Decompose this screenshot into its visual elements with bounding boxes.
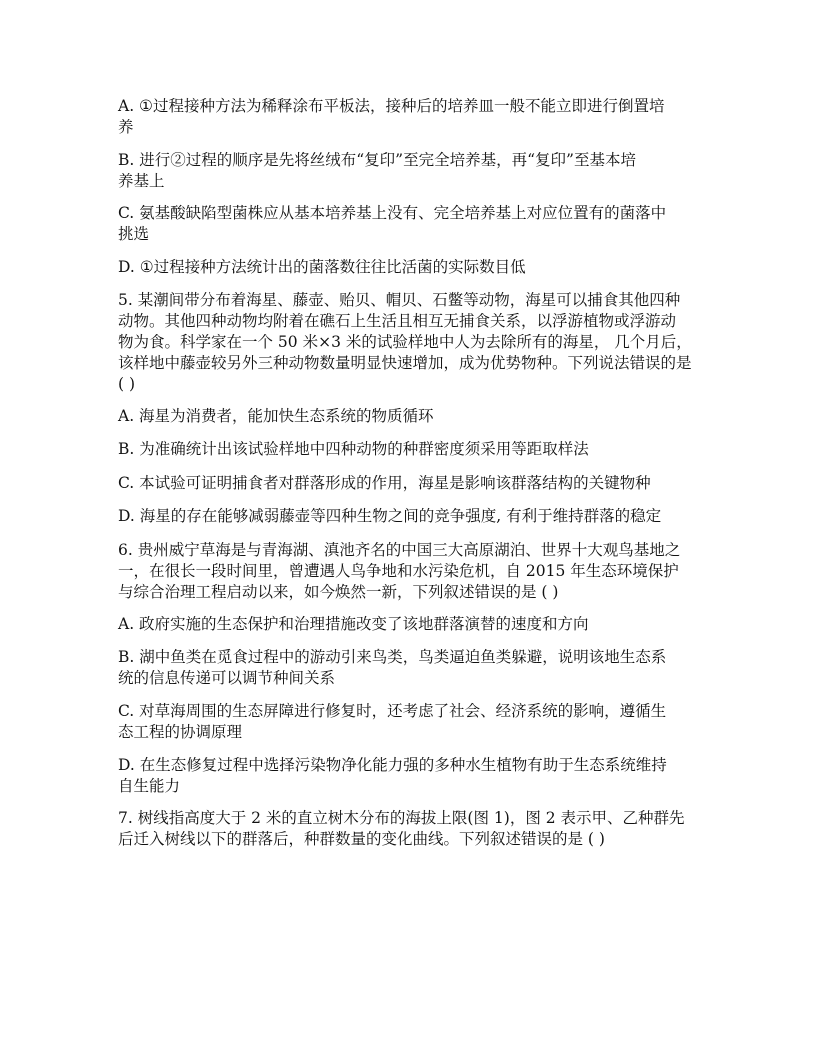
- text-line: C. 对草海周围的生态屏障进行修复时，还考虑了社会、经济系统的影响，遵循生: [118, 702, 667, 720]
- q7-stem: [118, 808, 718, 850]
- text-line: 养基上: [118, 172, 165, 190]
- text-line: 动物。其他四种动物均附着在礁石上生活且相互无捕食关系，以浮游植物或浮游动: [118, 312, 677, 330]
- text-line: ( ): [118, 375, 136, 393]
- q4-option-b: [118, 150, 718, 192]
- text-line: 与综合治理工程启动以来，如今焕然一新，下列叙述错误的是 ( ): [118, 583, 559, 601]
- text-line: 态工程的协调原理: [118, 723, 243, 741]
- text-line: 6. 贵州威宁草海是与青海湖、滇池齐名的中国三大高原湖泊、世界十大观鸟基地之: [118, 541, 681, 559]
- q6-option-d: [118, 755, 718, 797]
- text-line: A. 海星为消费者，能加快生态系统的物质循环: [118, 407, 434, 425]
- text-line: 5. 某潮间带分布着海星、藤壶、贻贝、帽贝、石鳖等动物，海星可以捕食其他四种: [118, 291, 681, 309]
- text-line: 养: [118, 118, 134, 136]
- q6-option-c: [118, 701, 718, 743]
- q5-option-c: [118, 473, 718, 494]
- q4-option-a: [118, 96, 718, 138]
- text-line: 该样地中藤壶较另外三种动物数量明显快速增加，成为优势物种。下列说法错误的是: [118, 354, 692, 372]
- q6-option-a: [118, 614, 718, 635]
- q5-option-b: [118, 439, 718, 460]
- q6-stem: [118, 540, 718, 603]
- text-line: D. 海星的存在能够减弱藤壶等四种生物之间的竞争强度, 有利于维持群落的稳定: [118, 507, 662, 525]
- q5-stem: [118, 290, 718, 395]
- text-line: B. 为准确统计出该试验样地中四种动物的种群密度须采用等距取样法: [118, 440, 589, 458]
- text-line: 统的信息传递可以调节种间关系: [118, 669, 336, 687]
- text-line: 物为食。科学家在一个 50 米×3 米的试验样地中人为去除所有的海星， 几个月后，: [118, 333, 692, 351]
- text-line: 一，在很长一段时间里，曾遭遇人鸟争地和水污染危机，自 2015 年生态环境保护: [118, 562, 679, 580]
- q5-option-d: [118, 506, 718, 527]
- text-line: C. 本试验可证明捕食者对群落形成的作用，海星是影响该群落结构的关键物种: [118, 474, 651, 492]
- text-line: D. ①过程接种方法统计出的菌落数往往比活菌的实际数目低: [118, 258, 526, 276]
- text-line: 自生能力: [118, 777, 181, 795]
- q4-option-c: [118, 203, 718, 245]
- q4-option-d: [118, 257, 718, 278]
- q6-option-b: [118, 647, 718, 689]
- text-line: 后迁入树线以下的群落后，种群数量的变化曲线。下列叙述错误的是 ( ): [118, 830, 605, 848]
- text-line: A. ①过程接种方法为稀释涂布平板法，接种后的培养皿一般不能立即进行倒置培: [118, 97, 665, 115]
- text-line: C. 氨基酸缺陷型菌株应从基本培养基上没有、完全培养基上对应位置有的菌落中: [118, 204, 667, 222]
- text-line: B. 湖中鱼类在觅食过程中的游动引来鸟类，鸟类逼迫鱼类躲避，说明该地生态系: [118, 648, 667, 666]
- text-line: D. 在生态修复过程中选择污染物净化能力强的多种水生植物有助于生态系统维持: [118, 756, 667, 774]
- text-line: B. 进行②过程的顺序是先将丝绒布“复印”至完全培养基，再“复印”至基本培: [118, 151, 636, 169]
- q5-option-a: [118, 406, 718, 427]
- text-line: 挑选: [118, 225, 150, 243]
- text-line: 7. 树线指高度大于 2 米的直立树木分布的海拔上限(图 1)，图 2 表示甲、乙种群先: [118, 809, 685, 827]
- text-line: A. 政府实施的生态保护和治理措施改变了该地群落演替的速度和方向: [118, 615, 589, 633]
